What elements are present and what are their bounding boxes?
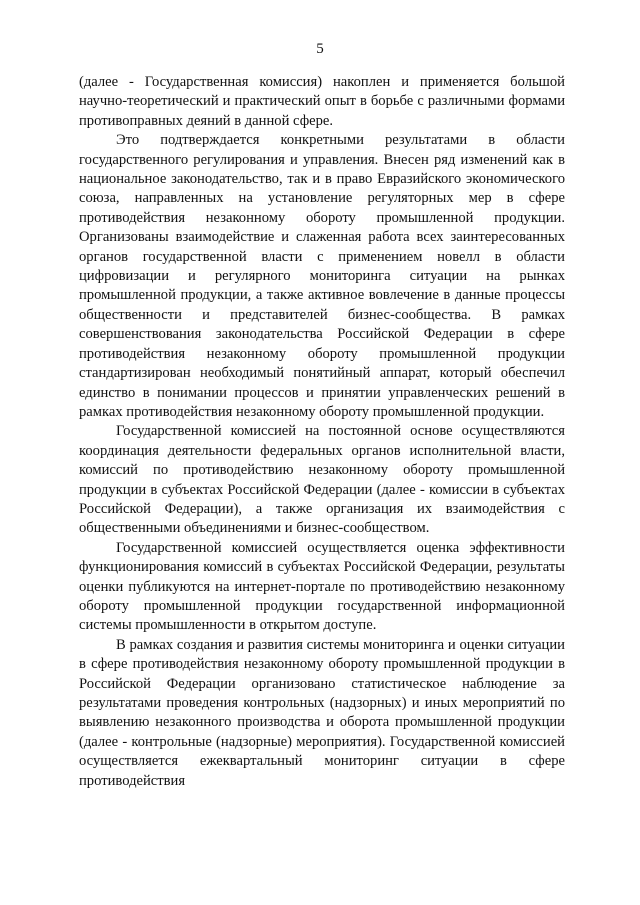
paragraph-monitoring-system: В рамках создания и развития системы мониторинга и оценки ситуации в сфере противодействия незаконному обороту промышленной продукции в Российской Федерации организовано статистическое наблюдение за результатами проведения контрольных (надзорных) и иных мероприятий по выявлению незаконного производства и оборота промышленной продукции (далее - контрольные (надзорные) мероприятия). Государственной комиссией осуществляется ежеквартальный мониторинг ситуации в сфере противодействия (79, 636, 565, 789)
paragraph-regulation-results: Это подтверждается конкретными результатами в области государственного регулирования и управления. Внесен ряд изменений как в национальное законодательство, так и в право Евразийского экономического союза, направленных на установление регуляторных мер в сфере противодействия незаконному обороту промышленной продукции. Организованы взаимодействие и слаженная работа всех заинтересованных органов государственной власти с применением новелл в области цифровизации и регулярного мониторинга ситуации на рынках промышленной продукции, а также активное вовлечение в данные процессы общественности и представителей бизнес-сообщества. В рамках совершенствования законодательства Российской Федерации в сфере противодействия незаконному обороту промышленной продукции стандартизирован необходимый понятийный аппарат, который обеспечил единство в понимании процессов и принятии управленческих решений в рамках противодействия незаконному обороту промышленной продукции. (79, 132, 565, 420)
page-number: 5 (316, 41, 324, 57)
paragraph-continuation: (далее - Государственная комиссия) накоплен и применяется большой научно-теоретический и практический опыт в борьбе с различными формами противоправных деяний в данной сфере. (79, 74, 565, 129)
paragraph-coordination: Государственной комиссией на постоянной основе осуществляются координация деятельности федеральных органов исполнительной власти, комиссий по противодействию незаконному обороту промышленной продукции в субъектах Российской Федерации (далее - комиссии в субъектах Российской Федерации), а также организация их взаимодействия с общественными объединениями и бизнес-сообществом. (79, 423, 565, 537)
document-body (79, 73, 565, 791)
paragraph-efficiency-assessment: Государственной комиссией осуществляется оценка эффективности функционирования комиссий в субъектах Российской Федерации, результаты оценки публикуются на интернет-портале по противодействию незаконному обороту промышленной продукции государственной информационной системы промышленности в открытом доступе. (79, 539, 565, 634)
